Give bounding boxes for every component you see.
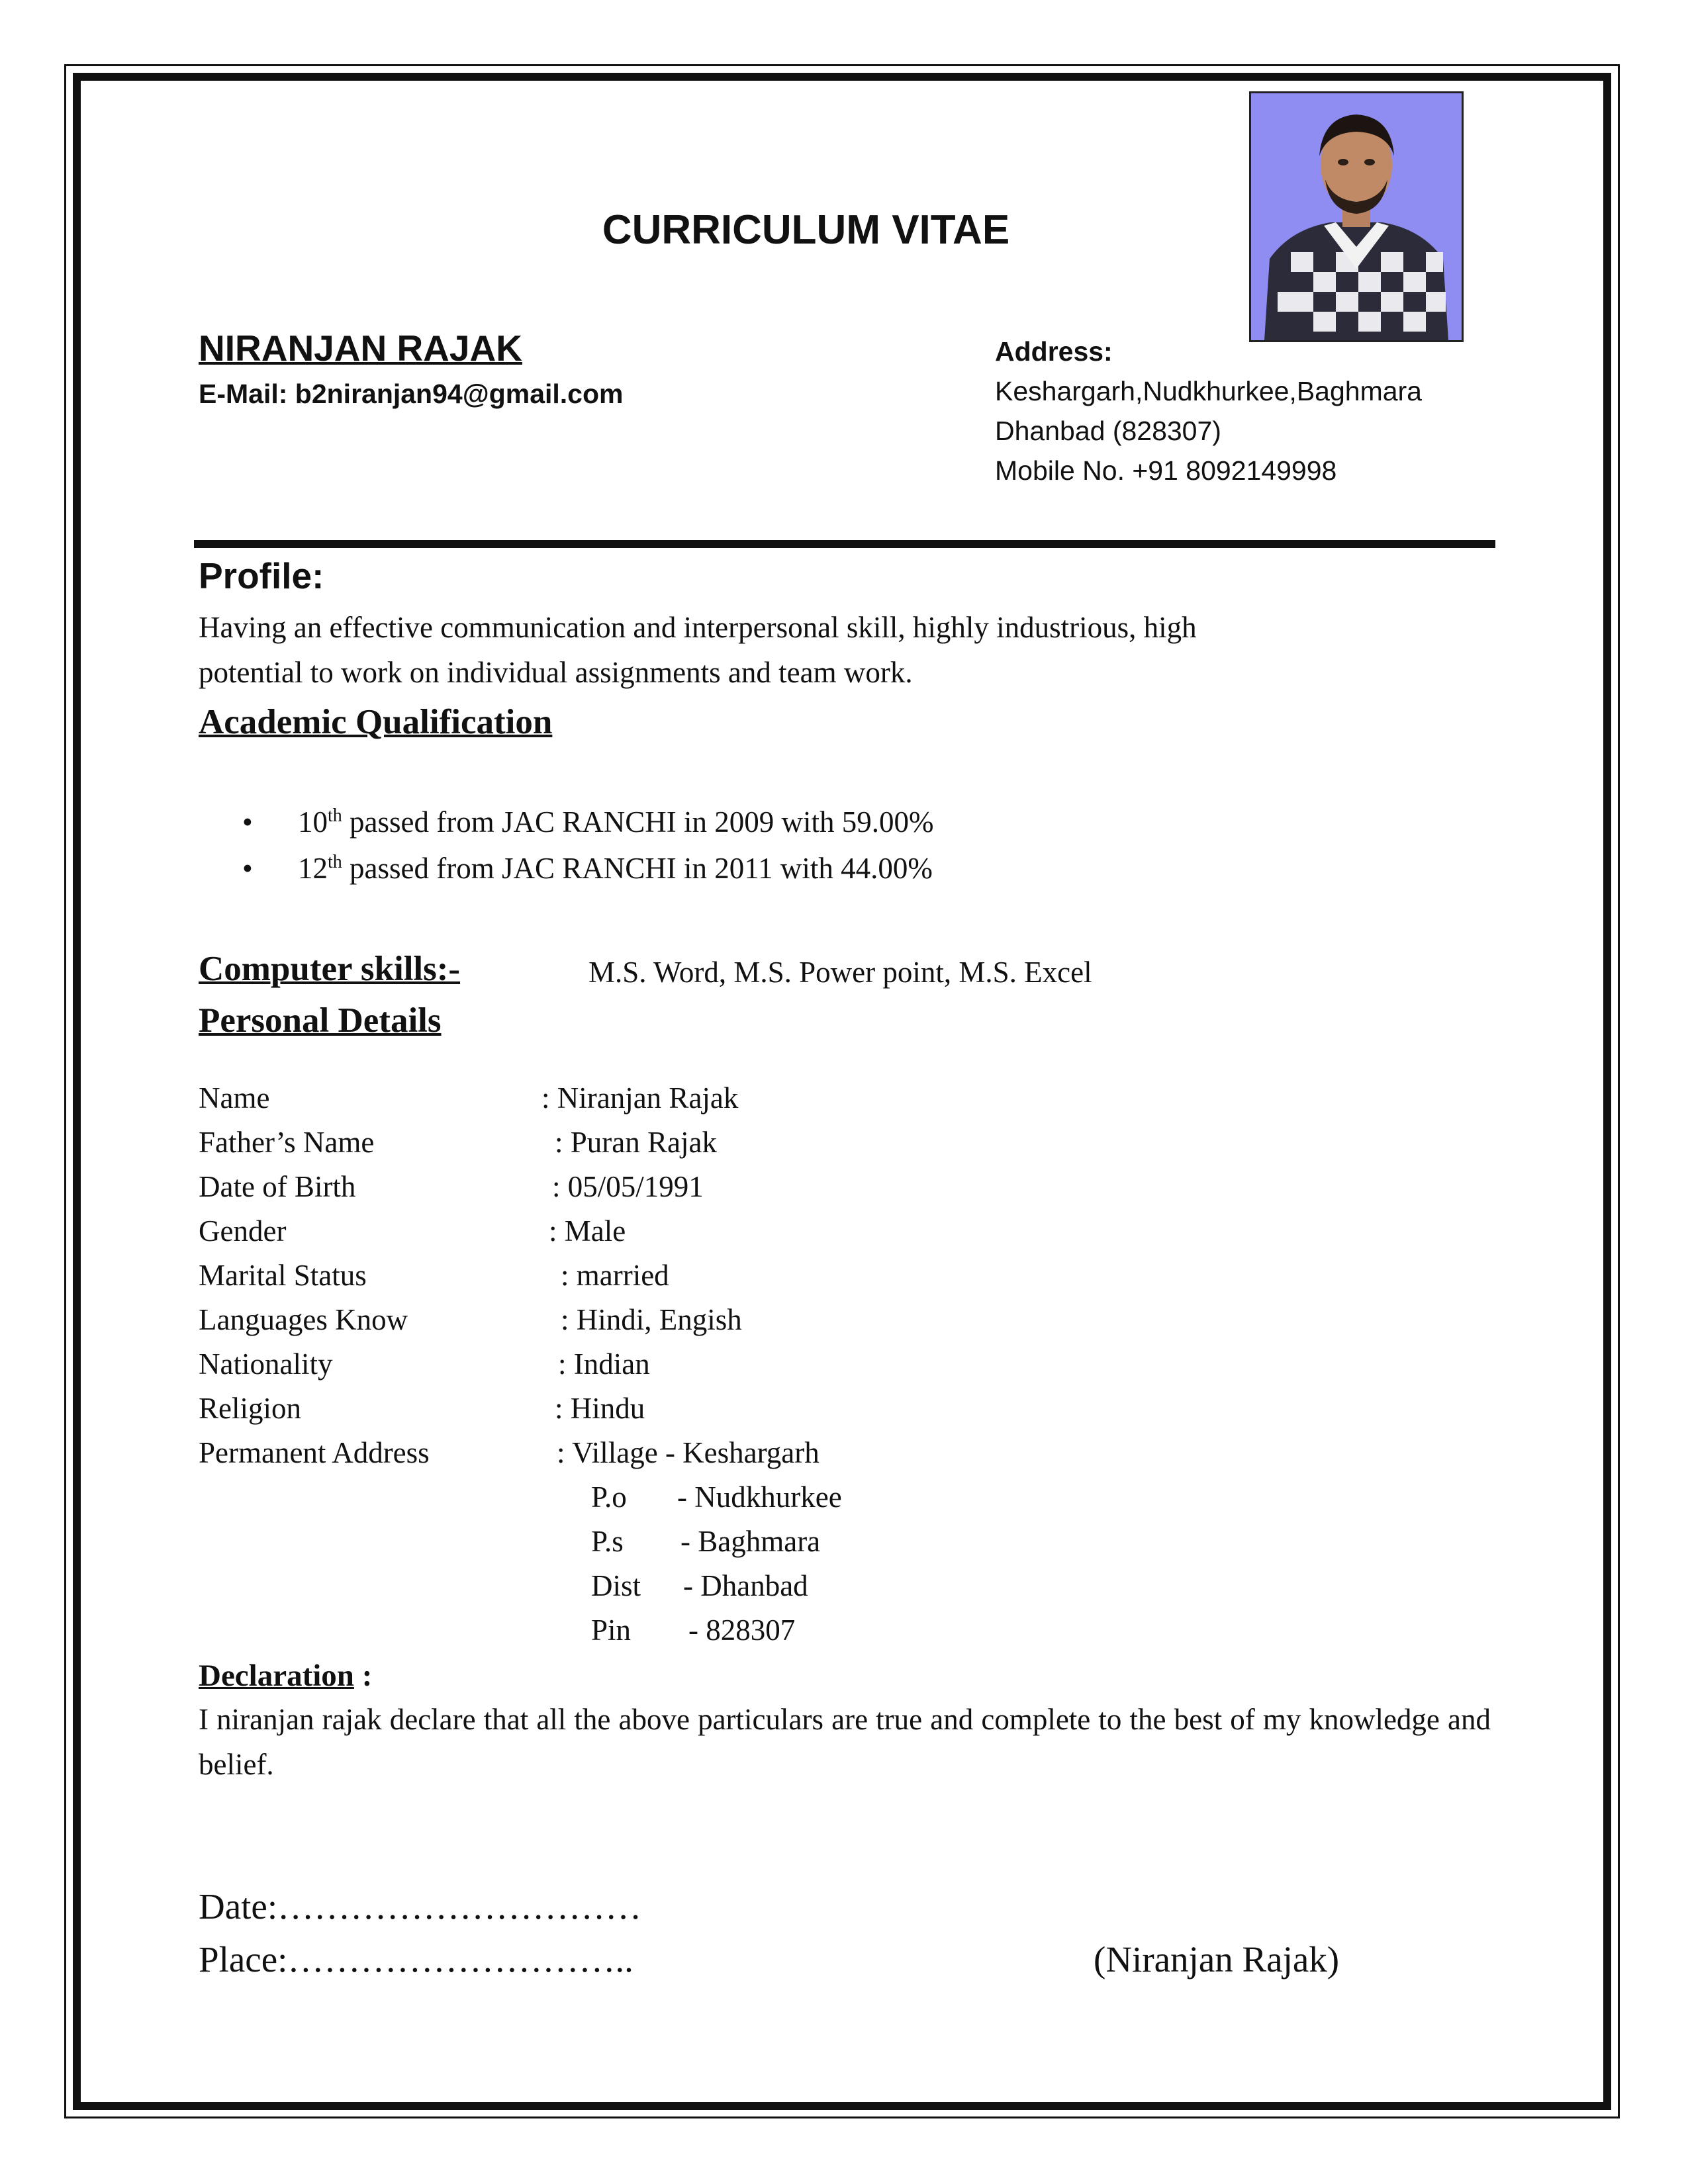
declaration-text: I niranjan rajak declare that all the above particulars are true and complete to the best of my knowledge and belief. [199, 1703, 1491, 1781]
personal-value: : Village - Keshargarh [557, 1436, 820, 1469]
signature-name: (Niranjan Rajak) [1094, 1939, 1340, 1979]
bullet-icon: • [242, 805, 253, 839]
profile-photo [1249, 91, 1464, 342]
personal-label: Religion [199, 1392, 301, 1425]
personal-label: Name [199, 1081, 270, 1115]
address-part-value: - Baghmara [680, 1525, 821, 1558]
portrait-image [1251, 93, 1462, 340]
address-part-label: Pin [591, 1614, 632, 1647]
profile-heading: Profile: [199, 555, 324, 596]
academic-item: 12th passed from JAC RANCHI in 2011 with 44.00% [298, 852, 933, 885]
address-part-label: Dist [591, 1569, 641, 1602]
academic-heading: Academic Qualification [199, 703, 553, 741]
address-label: Address: [995, 336, 1113, 367]
personal-value: : Niranjan Rajak [541, 1081, 739, 1115]
personal-value: : 05/05/1991 [552, 1170, 704, 1203]
personal-label: Permanent Address [199, 1436, 430, 1469]
address-line: Dhanbad (828307) [995, 416, 1221, 446]
personal-value: : Hindi, Engish [561, 1303, 742, 1336]
profile-line: potential to work on individual assignments and team work. [199, 656, 913, 689]
computer-skills-value: M.S. Word, M.S. Power point, M.S. Excel [588, 956, 1092, 989]
section-divider [194, 540, 1495, 548]
personal-value: : Puran Rajak [555, 1126, 717, 1159]
address-part-value: - 828307 [688, 1614, 796, 1647]
email-text: E-Mail: b2niranjan94@gmail.com [199, 379, 624, 409]
bullet-icon: • [242, 852, 253, 885]
address-part-label: P.o [591, 1480, 627, 1514]
address-part-value: - Nudkhurkee [677, 1480, 842, 1514]
personal-label: Languages Know [199, 1303, 408, 1336]
date-line: Date:………………………… [199, 1886, 642, 1927]
personal-label: Gender [199, 1214, 287, 1248]
personal-value: : Hindu [555, 1392, 645, 1425]
place-line: Place:……………………….. [199, 1939, 633, 1979]
address-line: Keshargarh,Nudkhurkee,Baghmara [995, 376, 1422, 406]
personal-details-heading: Personal Details [199, 1001, 442, 1040]
address-part-label: P.s [591, 1525, 624, 1558]
candidate-name: NIRANJAN RAJAK [199, 328, 522, 369]
profile-line: Having an effective communication and interpersonal skill, highly industrious, high [199, 611, 1197, 644]
address-part-value: - Dhanbad [683, 1569, 808, 1602]
computer-skills-heading: Computer skills:- [199, 950, 461, 988]
mobile-number: Mobile No. +91 8092149998 [995, 455, 1337, 486]
document-title: CURRICULUM VITAE [602, 207, 1010, 253]
academic-item: 10th passed from JAC RANCHI in 2009 with 59.00% [298, 805, 934, 839]
declaration-heading: Declaration : [199, 1659, 373, 1693]
personal-label: Date of Birth [199, 1170, 356, 1203]
personal-label: Nationality [199, 1347, 333, 1381]
personal-value: : Male [549, 1214, 626, 1248]
personal-value: : married [561, 1259, 669, 1292]
personal-value: : Indian [558, 1347, 650, 1381]
personal-label: Marital Status [199, 1259, 367, 1292]
personal-label: Father’s Name [199, 1126, 375, 1159]
